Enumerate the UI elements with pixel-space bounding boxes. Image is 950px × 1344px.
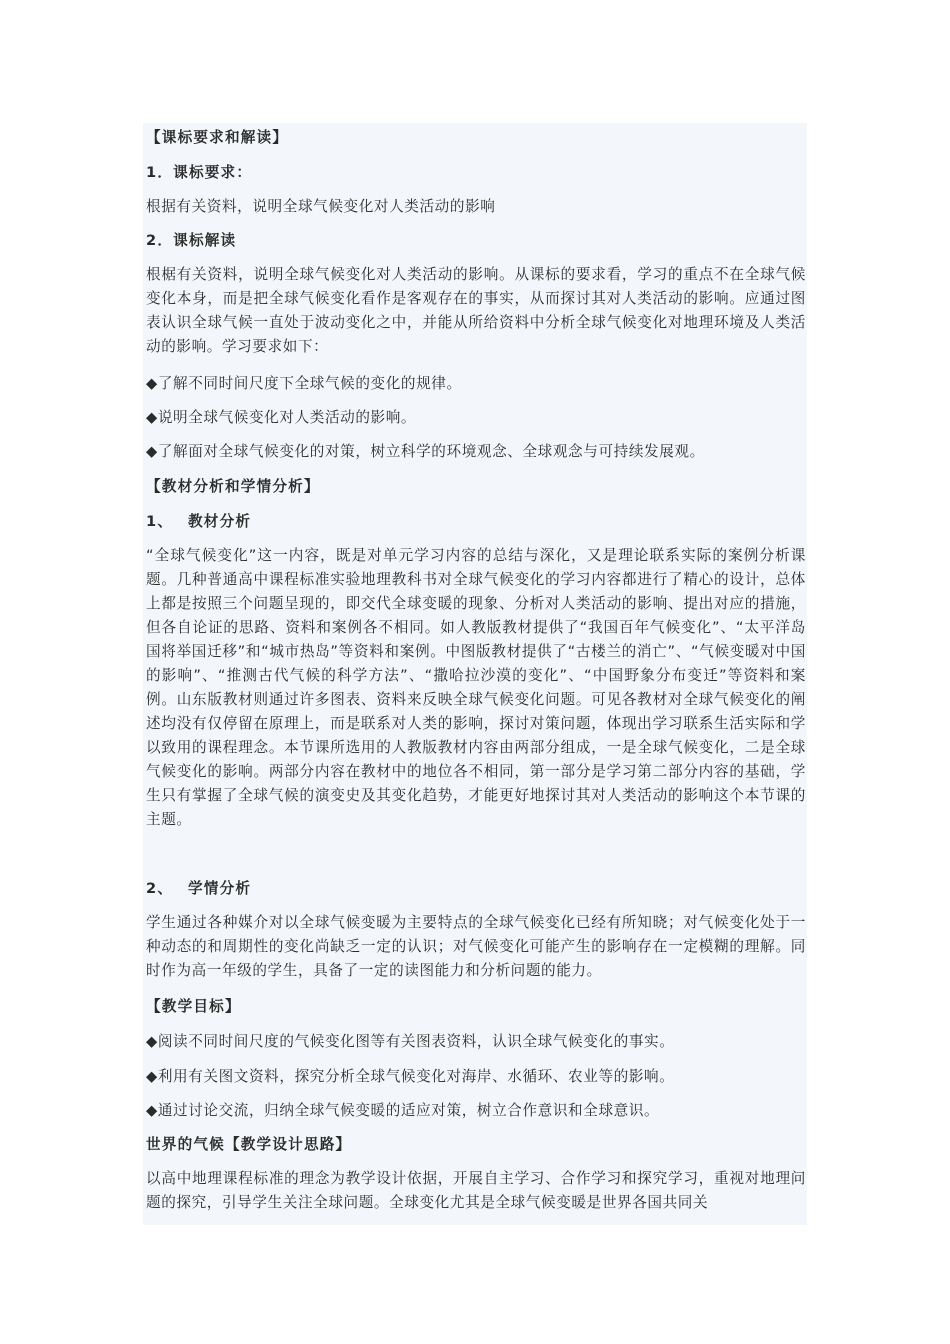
paragraph-curriculum-requirement: 根据有关资料，说明全球气候变化对人类活动的影响 (146, 198, 496, 215)
bullet-item: ◆了解不同时间尺度下全球气候的变化的规律。 (146, 375, 462, 392)
paragraph-design: 以高中地理课程标准的理念为教学设计依据，开展自主学习、合作学习和探究学习，重视对地理问题的探究，引导学生关注全球问题。全球变化尤其是全球气候变暖是世界各国共同关 (146, 1170, 806, 1211)
subheading-label: 学情分析 (188, 880, 252, 897)
bullet-item: ◆利用有关图文资料，探究分析全球气候变化对海岸、水循环、农业等的影响。 (146, 1068, 675, 1085)
paragraph-textbook-analysis: “全球气候变化”这一内容，既是对单元学习内容的总结与深化，又是理论联系实际的案例分析课题。几种普通高中课程标准实验地理教科书对全球气候变化的学习内容都进行了精心的设计，总体上都是按照三个问题呈现的，即交代全球变暖的现象、分析对人类活动的影响、提出对应的措施，但各自论证的思路、资料和案例各不相同。如人教版教材提供了“我国百年气候变化”、“太平洋岛国将举国迁移”和“城市热岛”等资料和案例。中图版教材提供了“古楼兰的消亡”、“气候变暖对中国的影响”、“推测古代气候的科学方法”、“撒哈拉沙漠的变化”、“中国野象分布变迁”等资料和案例。山东版教材则通过许多图表、资料来反映全球气候变化问题。可见各教材对全球气候变化的阐述均没有仅停留在原理上，而是联系对人类的影响，探讨对策问题，体现出学习联系生活实际和学以致用的课程理念。本节课所选用的人教版教材内容由两部分组成，一是全球气候变化，二是全球气候变化的影响。两部分内容在教材中的地位各不相同，第一部分是学习第二部分内容的基础，学生只有掌握了全球气候的演变史及其变化趋势，才能更好地探讨其对人类活动的影响这个本节课的主题。 (146, 547, 806, 828)
paragraph-student-analysis: 学生通过各种媒介对以全球气候变暖为主要特点的全球气候变化已经有所知晓；对气候变化处于一种动态的和周期性的变化尚缺乏一定的认识；对气候变化可能产生的影响存在一定模糊的理解。同时作为高一年级的学生，具备了一定的读图能力和分析问题的能力。 (146, 914, 806, 979)
subheading-number: 1、 (146, 513, 174, 530)
section-title-objectives: 【教学目标】 (146, 998, 241, 1015)
subheading-curriculum-requirement: 1．课标要求： (146, 164, 253, 181)
section-title-curriculum: 【课标要求和解读】 (146, 129, 289, 146)
subheading-label: 教材分析 (188, 513, 252, 530)
section-title-analysis: 【教材分析和学情分析】 (146, 478, 320, 495)
subheading-number: 2、 (146, 880, 174, 897)
subheading-student-analysis (146, 877, 806, 901)
bullet-item: ◆通过讨论交流，归纳全球气候变暖的适应对策，树立合作意识和全球意识。 (146, 1102, 660, 1119)
paragraph-curriculum-interpretation: 根椐有关资料，说明全球气候变化对人类活动的影响。从课标的要求看，学习的重点不在全球气候变化本身，而是把全球气候变化看作是客观存在的事实，从而探讨其对人类活动的影响。应通过图表认识全球气候一直处于波动变化之中，并能从所给资料中分析全球气候变化对地理环境及人类活动的影响。学习要求如下： (146, 266, 806, 355)
article-body (143, 123, 807, 1225)
section-title-design: 世界的气候【教学设计思路】 (146, 1136, 352, 1153)
subheading-curriculum-interpretation: 2．课标解读 (146, 232, 237, 249)
bullet-item: ◆阅读不同时间尺度的气候变化图等有关图表资料，认识全球气候变化的事实。 (146, 1033, 675, 1050)
bullet-item: ◆说明全球气候变化对人类活动的影响。 (146, 409, 417, 426)
bullet-item: ◆了解面对全球气候变化的对策，树立科学的环境观念、全球观念与可持续发展观。 (146, 443, 705, 460)
subheading-textbook-analysis (146, 510, 806, 534)
